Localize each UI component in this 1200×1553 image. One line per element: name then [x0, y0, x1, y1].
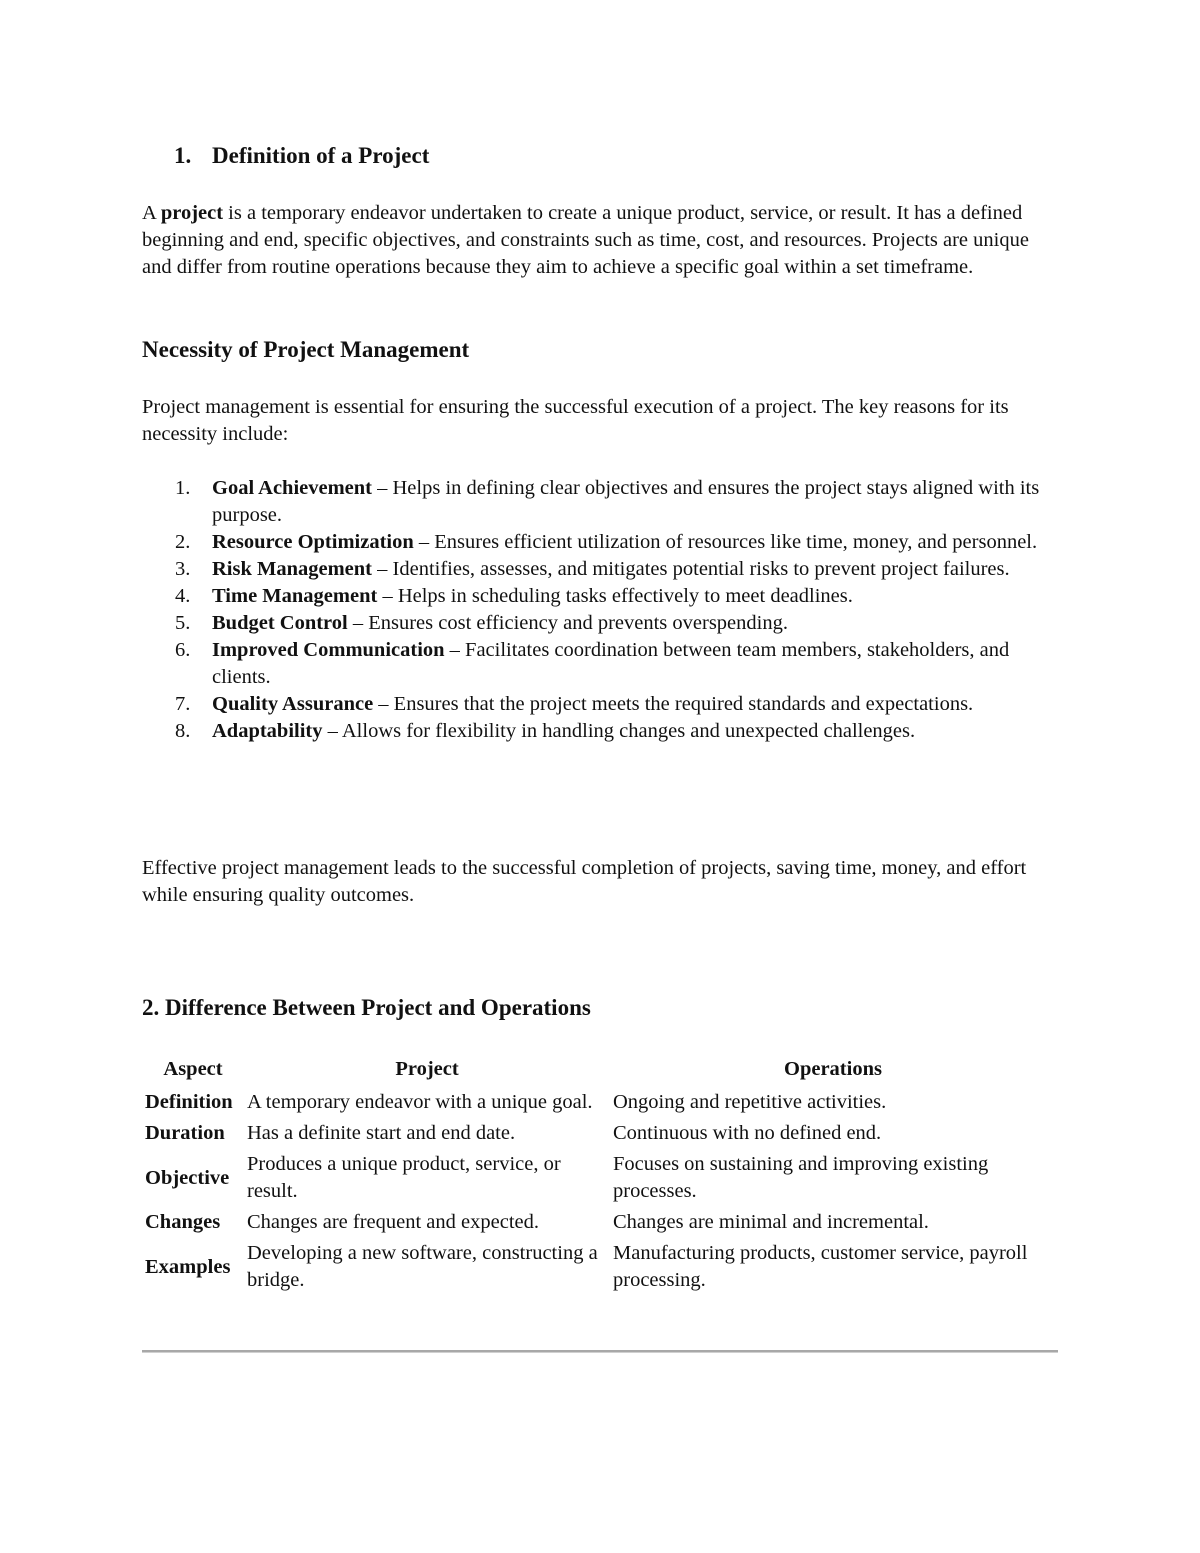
list-item: [142, 637, 1062, 691]
paragraph-text: is a temporary endeavor undertaken to create a unique product, service, or result. It has a defined beginning and end, specific objectives, and constraints such as time, cost, and resources. Projects are unique and differ from routine operations because they aim to achieve a specific goal within a set timeframe.: [142, 202, 1029, 278]
list-description: – Ensures that the project meets the required standards and expectations.: [373, 693, 974, 715]
table-header-row: [142, 1052, 1056, 1087]
project-definition-paragraph: [142, 200, 1062, 281]
list-term: Time Management: [212, 585, 378, 607]
list-term: Adaptability: [212, 720, 323, 742]
list-item: [142, 691, 1062, 718]
list-term: Budget Control: [212, 612, 348, 634]
list-number: 1.: [175, 477, 191, 499]
column-header-operations: Operations: [784, 1058, 882, 1080]
section-2-heading: 2. Difference Between Project and Operations: [142, 995, 591, 1020]
list-item: [142, 556, 1062, 583]
list-number: 2.: [175, 531, 191, 553]
table-cell-project: A temporary endeavor with a unique goal.: [247, 1091, 593, 1113]
table-cell-project: Changes are frequent and expected.: [247, 1211, 539, 1233]
list-number: 3.: [175, 558, 191, 580]
table-row: [142, 1238, 1056, 1296]
section-1-title: Definition of a Project: [212, 143, 430, 168]
list-term: Improved Communication: [212, 639, 445, 661]
list-number: 6.: [175, 639, 191, 661]
list-term: Resource Optimization: [212, 531, 414, 553]
list-number: 4.: [175, 585, 191, 607]
table-cell-project: Produces a unique product, service, or result.: [247, 1153, 561, 1202]
list-item: [142, 475, 1062, 529]
table-cell-operations: Focuses on sustaining and improving existing processes.: [613, 1153, 989, 1202]
column-header-aspect: Aspect: [163, 1058, 223, 1080]
table-cell-aspect: Duration: [145, 1122, 225, 1144]
list-term: Risk Management: [212, 558, 373, 580]
table-cell-project: Has a definite start and end date.: [247, 1122, 516, 1144]
horizontal-rule: [142, 1350, 1058, 1353]
table-cell-aspect: Objective: [145, 1166, 230, 1189]
list-description: – Identifies, assesses, and mitigates potential risks to prevent project failures.: [372, 558, 1010, 580]
table-cell-aspect: Examples: [145, 1255, 231, 1278]
list-description: – Ensures cost efficiency and prevents overspending.: [347, 612, 788, 634]
list-description: – Helps in scheduling tasks effectively to meet deadlines.: [377, 585, 853, 607]
list-term: Quality Assurance: [212, 693, 374, 715]
list-item: [142, 718, 1062, 745]
column-header-project: Project: [395, 1058, 459, 1080]
project-term: project: [160, 202, 224, 224]
list-item: [142, 529, 1062, 556]
table-cell-operations: Manufacturing products, customer service, payroll processing.: [613, 1242, 1028, 1291]
paragraph-text: A: [142, 202, 161, 224]
table-row: [142, 1149, 1056, 1207]
section-1-number: 1.: [174, 143, 192, 168]
necessity-intro-paragraph: Project management is essential for ensuring the successful execution of a project. The key reasons for its necessity include:: [142, 396, 1009, 445]
list-item: [142, 583, 1062, 610]
necessity-reasons-list: [142, 475, 1062, 745]
list-description: – Ensures efficient utilization of resources like time, money, and personnel.: [413, 531, 1038, 553]
table-cell-aspect: Definition: [145, 1091, 233, 1113]
list-number: 8.: [175, 720, 191, 742]
table-cell-project: Developing a new software, constructing a bridge.: [247, 1242, 598, 1291]
table-row: [142, 1207, 1056, 1238]
list-number: 7.: [175, 693, 191, 715]
table-row: [142, 1087, 1056, 1118]
table-cell-aspect: Changes: [145, 1211, 221, 1233]
necessity-heading: Necessity of Project Management: [142, 337, 470, 362]
necessity-conclusion-paragraph: Effective project management leads to the successful completion of projects, saving time, money, and effort while ensuring quality outcomes.: [142, 857, 1027, 906]
list-description: – Facilitates coordination between team members, stakeholders, and clients.: [212, 639, 1010, 688]
list-number: 5.: [175, 612, 191, 634]
list-item: [142, 610, 1062, 637]
comparison-table: [142, 1052, 1056, 1296]
list-description: – Helps in defining clear objectives and ensures the project stays aligned with its purpose.: [212, 477, 1040, 526]
table-cell-operations: Changes are minimal and incremental.: [613, 1211, 929, 1233]
table-row: [142, 1118, 1056, 1149]
list-term: Goal Achievement: [212, 477, 372, 499]
section-1-heading: [174, 143, 429, 169]
list-description: – Allows for flexibility in handling changes and unexpected challenges.: [322, 720, 916, 742]
table-cell-operations: Ongoing and repetitive activities.: [613, 1091, 887, 1113]
table-cell-operations: Continuous with no defined end.: [613, 1122, 882, 1144]
